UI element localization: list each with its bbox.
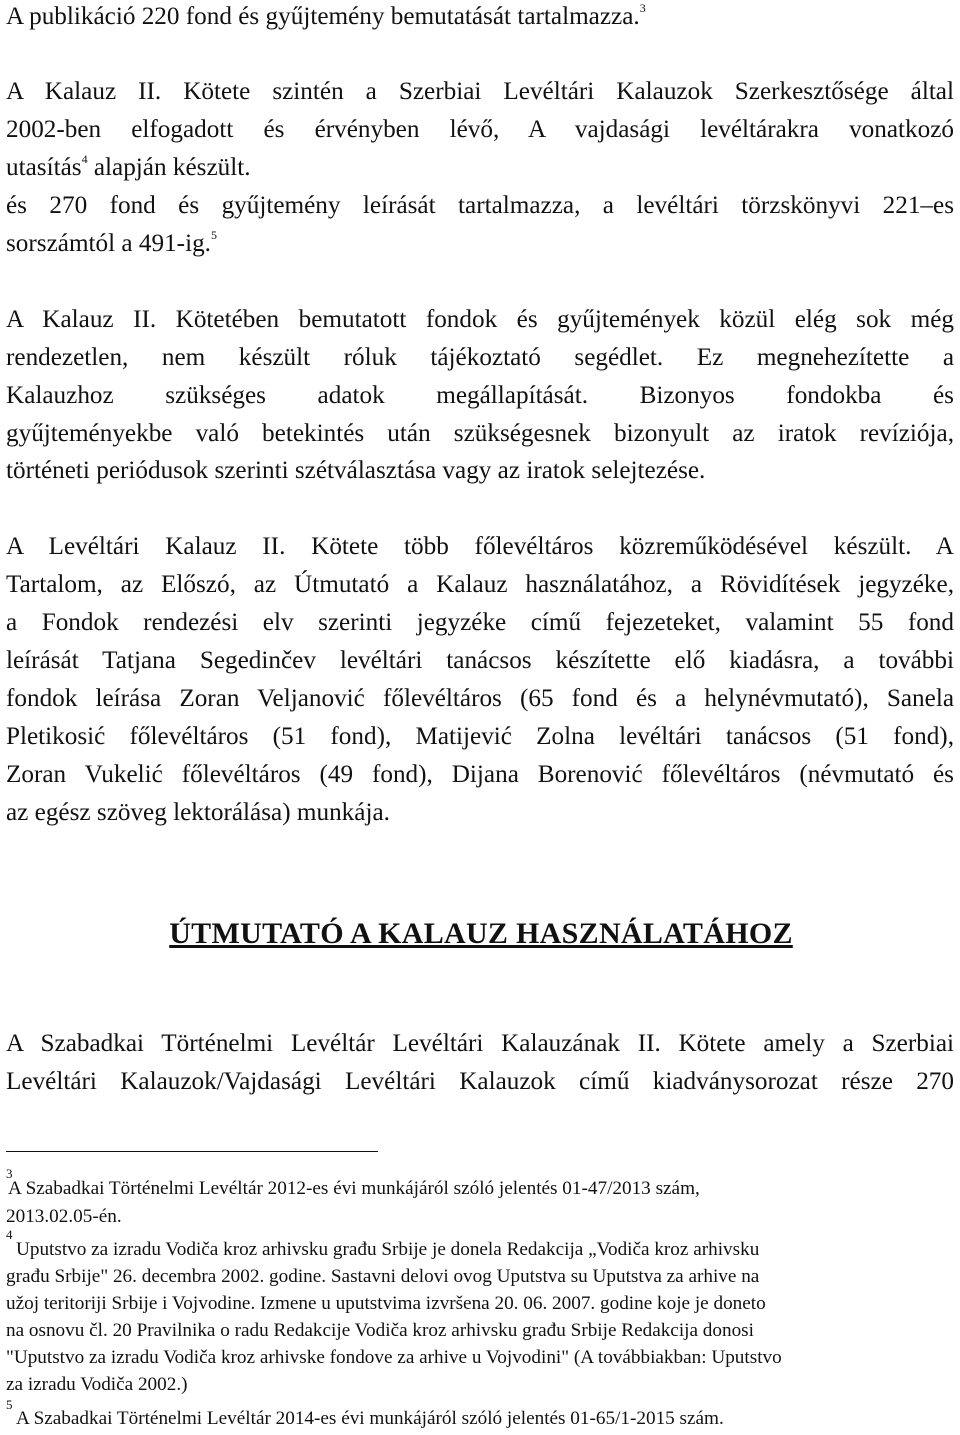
body-line: A Szabadkai Történelmi Levéltár Levéltári Kalauzának II. Kötete amely a Szerbiai: [6, 1030, 954, 1057]
body-line: leírását Tatjana Segedinčev levéltári tanácsos készítette elő kiadásra, a további: [6, 647, 954, 674]
footnote-separator: [6, 1151, 378, 1152]
footnote-ref-5[interactable]: 5: [210, 228, 217, 242]
body-line: A publikáció 220 fond és gyűjtemény bemutatását tartalmazza.$^3$: [6, 1, 646, 30]
body-line: A Kalauz II. Kötetében bemutatott fondok és gyűjtemények közül elég sok még: [6, 306, 954, 333]
footnote-4-line: "Uputstvo za izradu Vodiča kroz arhivske fondove za arhive u Vojvodini" (A továbbiakban: Uputstvo: [6, 1347, 782, 1368]
footnote-3-line: 2013.02.05-én.: [6, 1206, 122, 1227]
body-line: rendezetlen, nem készült róluk tájékoztató segédlet. Ez megnehezítette a: [6, 344, 954, 371]
body-line: utasítás$^4$ alapján készült.: [6, 152, 251, 181]
footnote-5-line: A Szabadkai Történelmi Levéltár 2014-es évi munkájáról szóló jelentés 01-65/1-2015 szám.: [16, 1408, 724, 1429]
body-line: Kalauzhoz szükséges adatok megállapítását. Bizonyos fondokba és: [6, 382, 954, 409]
body-line: A Kalauz II. Kötete szintén a Szerbiai Levéltári Kalauzok Szerkesztősége által: [6, 78, 954, 105]
footnote-ref-4[interactable]: 4: [81, 152, 88, 166]
section-heading: ÚTMUTATÓ A KALAUZ HASZNÁLATÁHOZ: [169, 917, 793, 950]
footnote-4-line: užoj teritoriji Srbije i Vojvodine. Izmene u uputstvima izvršena 20. 06. 2007. godine koje je doneto: [6, 1293, 766, 1314]
body-line: Zoran Vukelić főlevéltáros (49 fond), Dijana Borenović főlevéltáros (névmutató és: [6, 761, 954, 788]
body-line: történeti periódusok szerinti szétválasztása vagy az iratok selejtezése.: [6, 457, 706, 484]
body-line: Tartalom, az Előszó, az Útmutató a Kalauz használatához, a Rövidítések jegyzéke,: [6, 571, 954, 598]
footnote-3-line: A Szabadkai Történelmi Levéltár 2012-es évi munkájáról szóló jelentés 01-47/2013 szám,: [8, 1178, 700, 1199]
footnote-4-line: građu Srbije" 26. decembra 2002. godine. Sastavni delovi ovog Uputstva su Uputstva za arhive na: [6, 1266, 760, 1287]
body-line: az egész szöveg lektorálása) munkája.: [6, 799, 390, 826]
footnote-ref-3[interactable]: 3: [639, 1, 646, 15]
footnote-4-line: Uputstvo za izradu Vodiča kroz arhivsku građu Srbije je donela Redakcija „Vodiča kroz arhivsku: [16, 1239, 760, 1260]
body-line: sorszámtól a 491-ig.$^5$: [6, 228, 217, 257]
body-line: gyűjteményekbe való betekintés után szükségesnek bizonyult az iratok revíziója,: [6, 420, 954, 447]
footnote-4-line: za izradu Vodiča 2002.): [6, 1374, 188, 1395]
body-line: 2002-ben elfogadott és érvényben lévő, A vajdasági levéltárakra vonatkozó: [6, 116, 954, 143]
footnote-4-line: na osnovu čl. 20 Pravilnika o radu Redakcije Vodiča kroz arhivsku građu Srbije Redakcija donosi: [6, 1320, 754, 1341]
body-line: fondok leírása Zoran Veljanović főlevéltáros (65 fond és a helynévmutató), Sanela: [6, 685, 954, 712]
body-line: A Levéltári Kalauz II. Kötete több főlevéltáros közreműködésével készült. A: [6, 533, 954, 560]
body-line: Levéltári Kalauzok/Vajdasági Levéltári Kalauzok című kiadványsorozat része 270: [6, 1068, 954, 1095]
body-line: és 270 fond és gyűjtemény leírását tartalmazza, a levéltári törzskönyvi 221–es: [6, 192, 954, 219]
body-line: a Fondok rendezési elv szerinti jegyzéke című fejezeteket, valamint 55 fond: [6, 609, 954, 636]
body-line: Pletikosić főlevéltáros (51 fond), Matijević Zolna levéltári tanácsos (51 fond),: [6, 723, 954, 750]
